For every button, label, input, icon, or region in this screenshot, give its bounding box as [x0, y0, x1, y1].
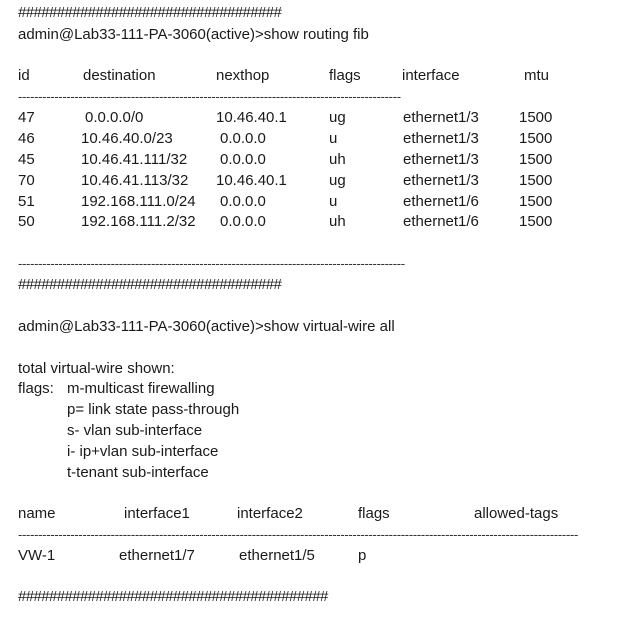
fib-id: 70 — [18, 172, 35, 189]
hash-separator-top: ################################## — [18, 4, 282, 21]
fib-flags: uh — [329, 151, 346, 168]
fib-nexthop: 10.46.40.1 — [216, 109, 287, 126]
fib-mtu: 1500 — [519, 130, 553, 147]
fib-id: 46 — [18, 130, 35, 147]
fib-id: 51 — [18, 193, 35, 210]
hash-separator-middle: ################################## — [18, 276, 282, 293]
fib-destination: 10.46.41.111/32 — [81, 151, 188, 168]
fib-header-destination: destination — [83, 67, 156, 84]
fib-destination: 192.168.111.0/24 — [81, 193, 196, 210]
flag-legend-item: s- vlan sub-interface — [67, 422, 203, 439]
fib-mtu: 1500 — [519, 193, 553, 210]
fib-interface: ethernet1/3 — [403, 130, 479, 147]
vw-flags: p — [358, 547, 367, 564]
fib-nexthop: 0.0.0.0 — [220, 130, 266, 147]
fib-flags: u — [329, 130, 338, 147]
fib-mtu: 1500 — [519, 213, 553, 230]
fib-nexthop: 0.0.0.0 — [220, 213, 266, 230]
routing-fib-command: admin@Lab33-111-PA-3060(active)>show routing fib — [18, 26, 369, 43]
virtual-wire-command: admin@Lab33-111-PA-3060(active)>show virtual-wire all — [18, 318, 395, 335]
flag-legend-item: t-tenant sub-interface — [67, 464, 209, 481]
fib-end-separator: ------------------------------------------------------------------------------------------------ — [18, 256, 405, 271]
fib-flags: u — [329, 193, 338, 210]
vw-name: VW-1 — [18, 547, 56, 564]
vw-header-separator: ------------------------------------------------------------------------------------------------------------------------------------------- — [18, 527, 579, 542]
fib-header-flags: flags — [329, 67, 361, 84]
fib-destination: 192.168.111.2/32 — [81, 213, 196, 230]
fib-destination: 10.46.40.0/23 — [81, 130, 173, 147]
fib-header-separator: ----------------------------------------------------------------------------------------------- — [18, 89, 401, 104]
hash-separator-bottom: ######################################## — [18, 588, 328, 605]
fib-header-id: id — [18, 67, 30, 84]
vw-header-interface2: interface2 — [237, 505, 303, 522]
fib-nexthop: 0.0.0.0 — [220, 151, 266, 168]
fib-flags: uh — [329, 213, 346, 230]
flag-legend-item: i- ip+vlan sub-interface — [67, 443, 219, 460]
fib-interface: ethernet1/3 — [403, 109, 479, 126]
vw-header-flags: flags — [358, 505, 390, 522]
fib-id: 47 — [18, 109, 35, 126]
fib-nexthop: 0.0.0.0 — [220, 193, 266, 210]
fib-id: 45 — [18, 151, 35, 168]
fib-mtu: 1500 — [519, 172, 553, 189]
fib-interface: ethernet1/3 — [403, 151, 479, 168]
fib-flags: ug — [329, 172, 346, 189]
fib-interface: ethernet1/6 — [403, 193, 479, 210]
flags-label: flags: — [18, 380, 54, 397]
fib-destination: 10.46.41.113/32 — [81, 172, 189, 189]
fib-interface: ethernet1/6 — [403, 213, 479, 230]
vw-header-allowed-tags: allowed-tags — [474, 505, 559, 522]
vw-header-interface1: interface1 — [124, 505, 190, 522]
fib-header-nexthop: nexthop — [216, 67, 270, 84]
flag-legend-item: p= link state pass-through — [67, 401, 240, 418]
fib-interface: ethernet1/3 — [403, 172, 479, 189]
flag-legend-item: m-multicast firewalling — [67, 380, 215, 397]
fib-id: 50 — [18, 213, 35, 230]
vw-interface1: ethernet1/7 — [119, 547, 195, 564]
fib-destination: 0.0.0.0/0 — [85, 109, 144, 126]
fib-header-interface: interface — [402, 67, 460, 84]
vw-header-name: name — [18, 505, 56, 522]
fib-flags: ug — [329, 109, 346, 126]
fib-mtu: 1500 — [519, 151, 553, 168]
fib-header-mtu: mtu — [524, 67, 550, 84]
fib-mtu: 1500 — [519, 109, 553, 126]
vw-interface2: ethernet1/5 — [239, 547, 315, 564]
virtual-wire-total: total virtual-wire shown: — [18, 360, 175, 377]
fib-nexthop: 10.46.40.1 — [216, 172, 287, 189]
